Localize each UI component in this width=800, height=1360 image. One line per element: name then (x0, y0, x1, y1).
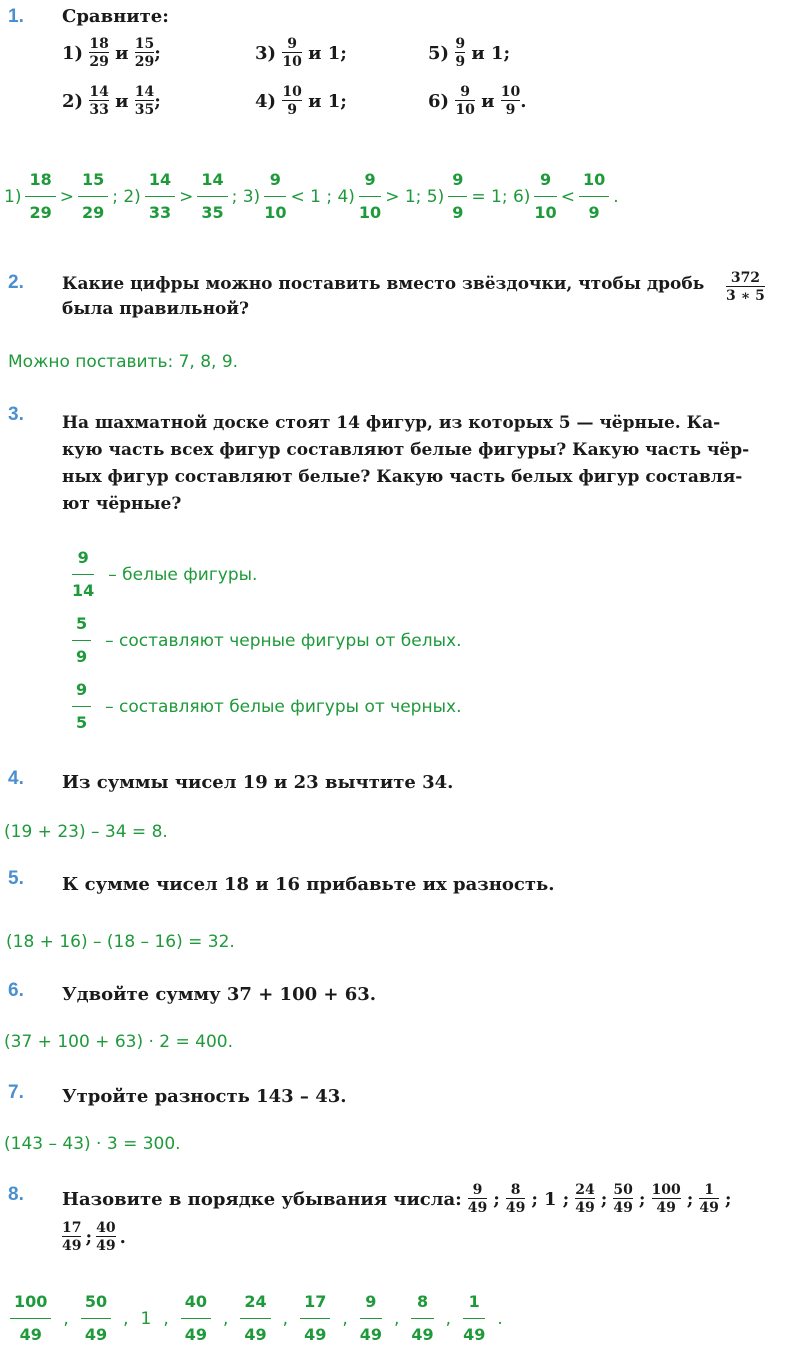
compare-item: 4) $\frac{10}{9}$ и 1; (255, 84, 347, 118)
fraction: $\frac{40}{49}$ (96, 1220, 116, 1254)
fraction: $\frac{9}{10}$ (282, 36, 302, 70)
task-number: 2. (8, 272, 24, 293)
fraction: $\frac{9}{10}$ (358, 170, 382, 222)
compare-item: 3) $\frac{9}{10}$ и 1; (255, 36, 347, 70)
fraction: $\frac{9}{5}$ (72, 680, 91, 733)
answer-line: 1) $\frac{18}{29}$ > $\frac{15}{29}$ ; 2) $\frac{14}{33}$ > $\frac{14}{35}$ ; 3) $\frac{9}{10}$ < 1 ; 4) $\frac{9}{10}$ > 1; 5) $\frac{9}{9}$ = 1; 6) $\frac{9}{10}$ < $\frac{10}{9}$ . (4, 170, 619, 222)
answer-line: (37 + 100 + 63) · 2 = 400. (4, 1032, 234, 1052)
fraction: $\frac{1}{49}$ (463, 1292, 486, 1344)
fraction: $\frac{24}{49}$ (240, 1292, 270, 1345)
compare-item: 5) $\frac{9}{9}$ и 1; (428, 36, 511, 70)
fraction: $\frac{9}{10}$ (264, 170, 287, 222)
task-text: Удвойте сумму 37 + 100 + 63. (62, 984, 377, 1005)
compare-item: 2) $\frac{14}{33}$ и $\frac{14}{35}$ ; (62, 84, 161, 118)
fraction: $\frac{17}{49}$ (300, 1292, 330, 1345)
fraction: $\frac{14}{35}$ (134, 84, 155, 118)
fraction: $\frac{5}{9}$ (72, 614, 91, 667)
fraction: $\frac{14}{35}$ (197, 170, 227, 223)
fraction: $\frac{1}{49}$ (699, 1182, 719, 1216)
fraction: $\frac{10}{9}$ (579, 170, 609, 223)
fraction: $\frac{18}{29}$ (89, 36, 109, 70)
fraction: $\frac{14}{33}$ (89, 84, 109, 118)
fraction: $\frac{10}{9}$ (282, 84, 302, 118)
fraction: $\frac{372}{3 ∗ 5}$ (726, 270, 765, 304)
answer-line: $\frac{9}{14}$ – белые фигуры. (72, 548, 258, 600)
task-text: На шахматной доске стоят 14 фигур, из которых 5 — чёрные. Ка- кую часть всех фигур составляют белые фигуры? Какую часть чёр- ных фигур составляют белые? Какую часть белых фигур составля- ют чёрные? (62, 413, 750, 514)
fraction: $\frac{50}{49}$ (613, 1182, 633, 1216)
fraction: $\frac{24}{49}$ (575, 1182, 595, 1216)
compare-item: 1) $\frac{18}{29}$ и $\frac{15}{29}$ ; (62, 36, 161, 70)
fraction: $\frac{100}{49}$ (651, 1182, 681, 1216)
answer-line: Можно поставить: 7, 8, 9. (8, 352, 239, 372)
task-text: Какие цифры можно поставить вместо звёздочки, чтобы дробь (62, 274, 705, 294)
fraction: $\frac{15}{29}$ (134, 36, 155, 70)
task-text: Утройте разность 143 – 43. (62, 1086, 347, 1107)
fraction: $\frac{8}{49}$ (411, 1292, 434, 1344)
answer-line: (143 – 43) · 3 = 300. (4, 1134, 181, 1154)
fraction: $\frac{9}{9}$ (455, 36, 466, 70)
fraction: $\frac{100}{49}$ (10, 1292, 51, 1345)
task-text: Назовите в порядке убывания числа: $\frac{9}{49}$ ; $\frac{8}{49}$ ; 1 ; $\frac{24}{49}$ ; $\frac{50}{49}$ ; $\frac{100}{49}$ ; $\frac{1}{49}$ ; (62, 1182, 732, 1216)
fraction: $\frac{14}{33}$ (145, 170, 175, 223)
task-text: $\frac{17}{49}$ ; $\frac{40}{49}$ . (62, 1220, 126, 1254)
fraction: $\frac{9}{9}$ (448, 170, 467, 223)
task-number: 8. (8, 1184, 24, 1205)
answer-line: $\frac{100}{49}$ , $\frac{50}{49}$ , 1 , $\frac{40}{49}$ , $\frac{24}{49}$ , $\frac{17}{49}$ , $\frac{9}{49}$ , $\frac{8}{49}$ , $\frac{1}{49}$ . (10, 1292, 503, 1345)
answer-line: $\frac{9}{5}$ – составляют белые фигуры от черных. (72, 680, 461, 733)
task-text: К сумме чисел 18 и 16 прибавьте их разность. (62, 874, 555, 895)
task-title: Сравните: (62, 6, 169, 27)
task-number: 7. (8, 1082, 24, 1103)
fraction: $\frac{9}{14}$ (72, 548, 95, 600)
fraction: $\frac{40}{49}$ (181, 1292, 211, 1345)
fraction: $\frac{15}{29}$ (78, 170, 108, 223)
fraction: $\frac{9}{10}$ (534, 170, 557, 222)
task-number: 4. (8, 768, 24, 789)
fraction: $\frac{9}{10}$ (455, 84, 475, 118)
fraction: $\frac{9}{49}$ (467, 1182, 488, 1216)
fraction: $\frac{17}{49}$ (62, 1220, 82, 1254)
task-number: 6. (8, 980, 24, 1001)
task-number: 1. (8, 6, 24, 27)
fraction: $\frac{9}{49}$ (359, 1292, 382, 1344)
answer-line: (19 + 23) – 34 = 8. (4, 822, 168, 842)
fraction: $\frac{50}{49}$ (81, 1292, 111, 1345)
fraction: $\frac{10}{9}$ (500, 84, 521, 118)
compare-item: 6) $\frac{9}{10}$ и $\frac{10}{9}$ . (428, 84, 527, 118)
answer-line: (18 + 16) – (18 – 16) = 32. (6, 932, 235, 952)
task-text: Из суммы чисел 19 и 23 вычтите 34. (62, 772, 454, 793)
task-text: была правильной? (62, 299, 249, 319)
fraction: $\frac{18}{29}$ (25, 170, 55, 223)
task-number: 3. (8, 404, 24, 425)
task-number: 5. (8, 868, 24, 889)
fraction: $\frac{8}{49}$ (505, 1182, 526, 1216)
answer-line: $\frac{5}{9}$ – составляют черные фигуры от белых. (72, 614, 461, 667)
